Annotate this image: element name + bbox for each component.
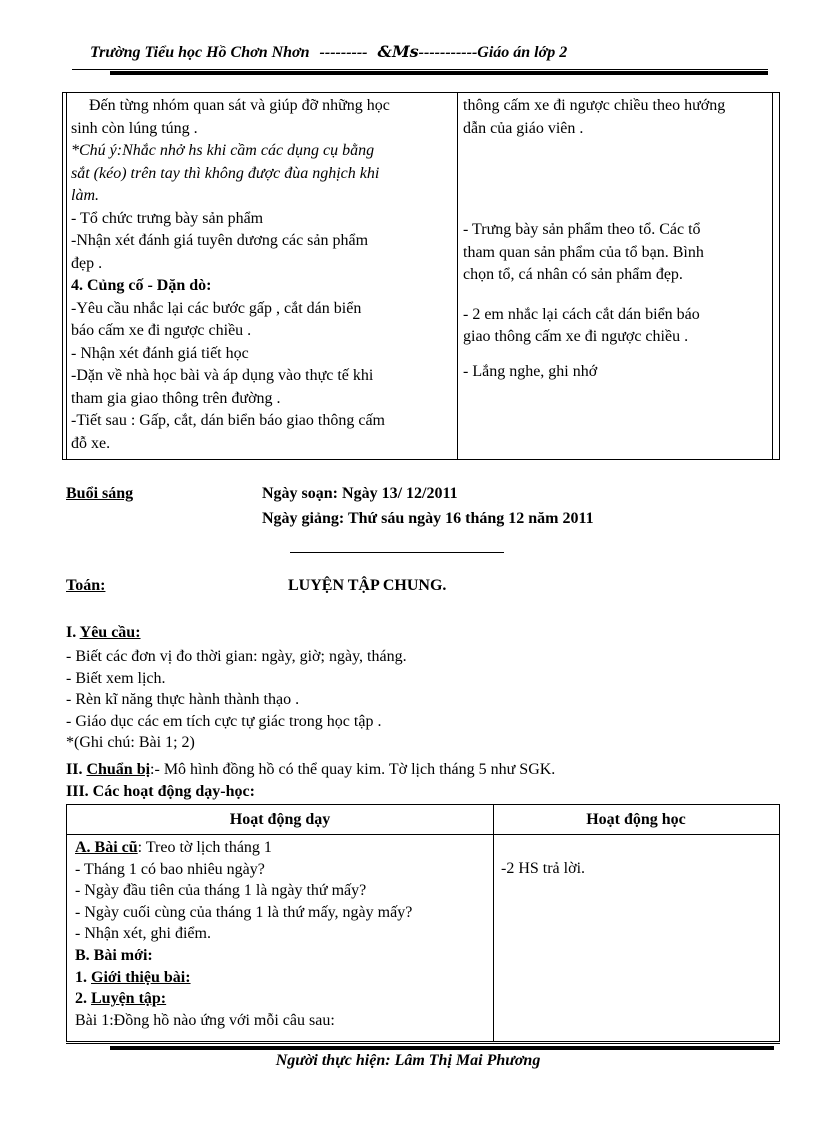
text-line: đẹp . [71, 254, 103, 272]
activity-table-continued [62, 92, 780, 460]
text-line: tham quan sản phẩm của tổ bạn. Bình [463, 243, 704, 261]
table-column-divider [457, 93, 458, 459]
text-line: tham gia giao thông trên đường . [71, 389, 281, 407]
requirements-title: Yêu cầu: [79, 624, 141, 641]
list-item: - Rèn kĩ năng thực hành thành thạo . [66, 691, 300, 708]
header-rule-thick [110, 71, 768, 75]
intro-number: 1. [75, 968, 87, 986]
teacher-activity-column [71, 95, 451, 455]
text-line: đỗ xe. [71, 434, 111, 452]
text-line: dẫn của giáo viên . [463, 119, 584, 137]
footer-rule-thick [110, 1046, 774, 1050]
question-line: - Nhận xét, ghi điểm. [75, 925, 211, 943]
exercise-line: Bài 1:Đồng hồ nào ứng với mỗi câu sau: [75, 1011, 335, 1029]
text-line: giao thông cấm xe đi ngược chiều . [463, 328, 689, 345]
question-line: - Tháng 1 có bao nhiêu ngày? [75, 860, 265, 878]
activities-heading: III. Các hoạt động dạy-học: [66, 783, 255, 800]
text-line: - Nhận xét đánh giá tiết học [71, 344, 249, 362]
requirements-number: I. [66, 624, 77, 641]
text-line: - Trưng bày sản phẩm theo tổ. Các tổ [463, 221, 701, 238]
text-line: - Tổ chức trưng bày sản phẩm [71, 209, 264, 227]
question-line: - Ngày đầu tiên của tháng 1 là ngày thứ mấy? [75, 882, 367, 900]
student-answer: -2 HS trả lời. [501, 860, 586, 877]
text-line: - 2 em nhắc lại cách cắt dán biển báo [463, 305, 700, 323]
teacher-column-header: Hoạt động dạy [229, 811, 331, 828]
question-line: - Ngày cuối cùng của tháng 1 là thứ mấy, ngày mấy? [75, 903, 413, 921]
preparation-line [66, 761, 555, 779]
teach-date: Ngày giảng: Thứ sáu ngày 16 tháng 12 năm 2011 [262, 510, 594, 527]
intro-title: Giới thiệu bài: [91, 968, 191, 986]
text-line: Đến từng nhóm quan sát và giúp đỡ những học [89, 97, 390, 114]
requirements-heading [66, 624, 141, 642]
page-footer: Người thực hiện: Lâm Thị Mai Phương [275, 1052, 541, 1069]
header-rule-thin [72, 69, 768, 70]
note-line: sắt (kéo) trên tay thì không được đùa nghịch khi [71, 164, 380, 182]
text-line: -Tiết sau : Gấp, cắt, dán biển báo giao thông cấm [71, 412, 385, 429]
text-line: -Yêu cầu nhắc lại các bước gấp , cắt dán biển [71, 299, 362, 317]
teacher-activity-column [75, 837, 412, 1031]
footer-rule-thin [66, 1043, 780, 1044]
school-name: Trường Tiểu học Hồ Chơn Nhơn [90, 44, 310, 61]
preparation-text: :- Mô hình đồng hồ có thể quay kim. Tờ lịch tháng 5 như SGK. [150, 761, 556, 778]
header-dashes-right: ----------- [418, 44, 478, 61]
old-lesson-label: A. Bài cũ [75, 839, 138, 856]
header-dashes-left: --------- [319, 44, 368, 61]
text-line: báo cấm xe đi ngược chiều . [71, 322, 252, 339]
note-line: làm. [71, 187, 99, 204]
table-column-divider [493, 805, 494, 1041]
separator-line [290, 552, 504, 553]
table-header-row [67, 805, 779, 835]
text-line: chọn tổ, cá nhân có sản phẩm đẹp. [463, 266, 683, 283]
student-column-header: Hoạt động học [586, 811, 686, 828]
text-line: -Nhận xét đánh giá tuyên dương các sản phẩm [71, 232, 369, 249]
text-line: sinh còn lúng túng . [71, 119, 198, 137]
page-header [90, 42, 567, 62]
session-label: Buổi sáng [66, 485, 134, 502]
list-item: - Biết các đơn vị đo thời gian: ngày, giờ; ngày, tháng. [66, 648, 407, 665]
note-line: *Chú ý:Nhắc nhở hs khi cầm các dụng cụ bằng [71, 142, 375, 159]
text-line: - Lắng nghe, ghi nhớ [463, 362, 598, 380]
header-logo: &Ms [377, 42, 419, 61]
practice-number: 2. [75, 990, 87, 1008]
new-lesson-heading: B. Bài mới: [75, 946, 153, 964]
text-line: -Dặn về nhà học bài và áp dụng vào thực tế khi [71, 367, 374, 384]
subject-label: Toán: [66, 577, 106, 594]
student-activity-column [463, 95, 773, 383]
list-item: - Giáo dục các em tích cực tự giác trong học tập . [66, 712, 382, 730]
activity-table [66, 804, 780, 1042]
prep-date: Ngày soạn: Ngày 13/ 12/2011 [262, 485, 458, 502]
intro-heading [75, 967, 412, 989]
text-line: thông cấm xe đi ngược chiều theo hướng [463, 97, 726, 114]
old-lesson-text: : Treo tờ lịch tháng 1 [137, 839, 272, 856]
practice-title: Luyện tập: [91, 990, 167, 1008]
old-lesson-line [75, 837, 412, 859]
list-item: *(Ghi chú: Bài 1; 2) [66, 734, 195, 751]
practice-heading [75, 988, 412, 1010]
grade-plan: Giáo án lớp 2 [477, 44, 568, 61]
list-item: - Biết xem lịch. [66, 669, 166, 687]
section-heading: 4. Củng cố - Dặn dò: [71, 277, 212, 294]
lesson-title: LUYỆN TẬP CHUNG. [288, 577, 447, 594]
preparation-label: Chuẩn bị [86, 761, 151, 778]
requirements-list [66, 646, 407, 754]
preparation-number: II. [66, 761, 83, 778]
